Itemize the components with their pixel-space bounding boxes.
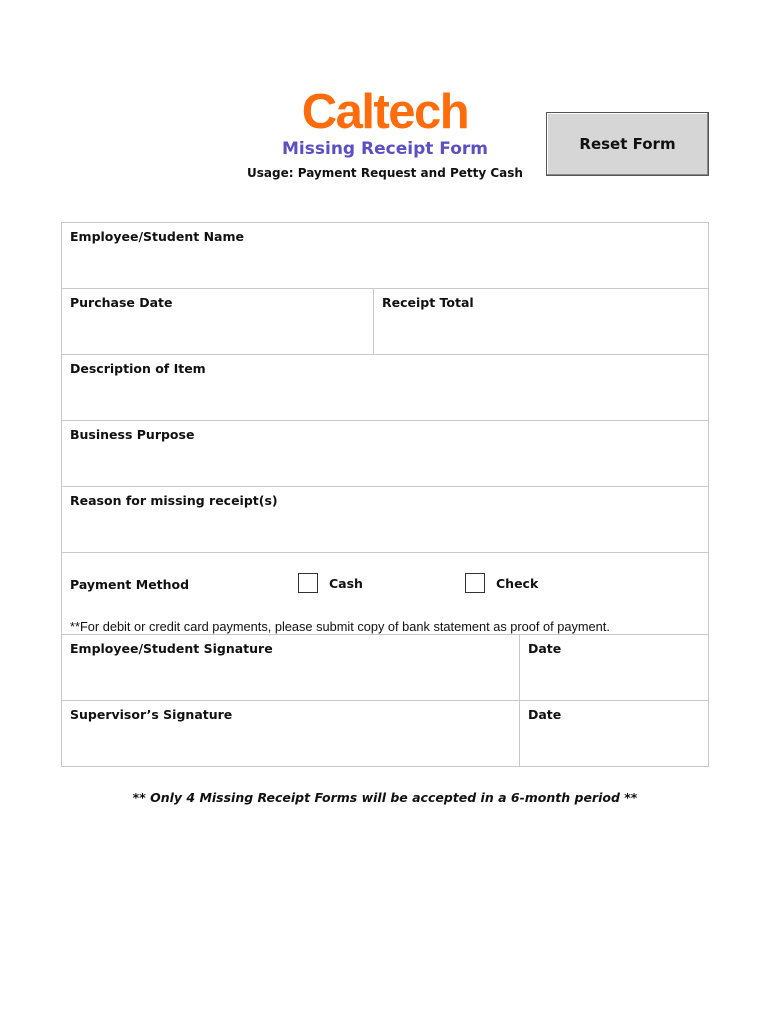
business-purpose-label: Business Purpose — [70, 427, 195, 442]
usage-subtitle: Usage: Payment Request and Petty Cash — [247, 166, 523, 180]
check-label: Check — [496, 576, 539, 591]
employee-date-field[interactable] — [519, 635, 708, 700]
description-row — [61, 354, 709, 421]
employee-signature-label: Employee/Student Signature — [70, 641, 273, 656]
cash-checkbox[interactable] — [298, 573, 318, 593]
employee-name-row — [61, 222, 709, 289]
employee-date-label: Date — [528, 641, 562, 656]
employee-signature-row — [61, 634, 709, 701]
submission-limit-note: ** Only 4 Missing Receipt Forms will be accepted in a 6-month period ** — [132, 790, 638, 805]
description-label: Description of Item — [70, 361, 206, 376]
form-title: Missing Receipt Form — [282, 139, 488, 159]
purchase-date-label: Purchase Date — [70, 295, 173, 310]
receipt-total-label: Receipt Total — [382, 295, 474, 310]
receipt-form — [61, 222, 709, 767]
reason-missing-label: Reason for missing receipt(s) — [70, 493, 278, 508]
purchase-row — [61, 288, 709, 355]
card-payment-note: **For debit or credit card payments, please submit copy of bank statement as proof of payment. — [70, 619, 610, 634]
description-field[interactable] — [62, 355, 708, 420]
employee-signature-field[interactable] — [62, 635, 519, 700]
receipt-total-field[interactable] — [373, 289, 708, 354]
payment-method-row — [61, 552, 709, 634]
supervisor-signature-label: Supervisor’s Signature — [70, 707, 233, 722]
business-purpose-row — [61, 420, 709, 487]
purchase-date-field[interactable] — [62, 289, 373, 354]
employee-name-field[interactable] — [62, 223, 708, 288]
reset-form-button[interactable]: Reset Form — [546, 112, 709, 176]
supervisor-signature-row — [61, 700, 709, 767]
employee-name-label: Employee/Student Name — [70, 229, 244, 244]
caltech-logo: Caltech — [301, 85, 469, 139]
supervisor-date-field[interactable] — [519, 701, 708, 766]
payment-method-label: Payment Method — [70, 577, 190, 592]
reason-missing-field[interactable] — [62, 487, 708, 552]
business-purpose-field[interactable] — [62, 421, 708, 486]
supervisor-date-label: Date — [528, 707, 562, 722]
supervisor-signature-field[interactable] — [62, 701, 519, 766]
reason-missing-row — [61, 486, 709, 553]
cash-label: Cash — [329, 576, 363, 591]
check-checkbox[interactable] — [465, 573, 485, 593]
